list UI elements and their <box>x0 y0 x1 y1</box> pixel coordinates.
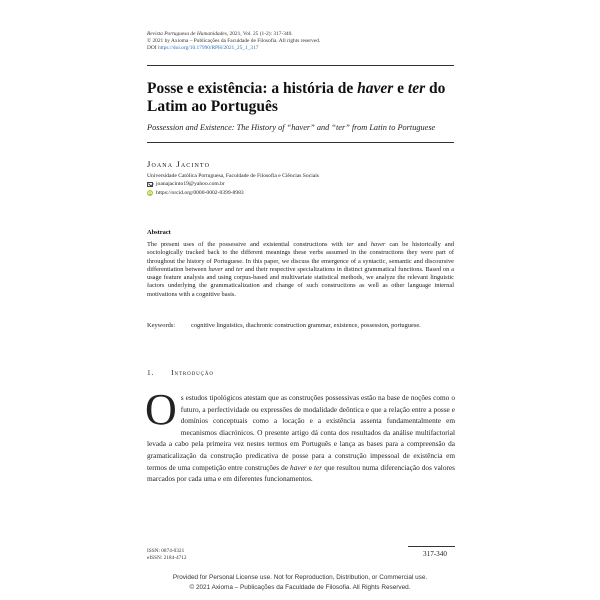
title-part-1: Posse e existência: a história de <box>147 80 358 97</box>
journal-volume: , 2021, Vol. 25 (1-2): 317-340. <box>226 31 293 37</box>
title-part-2: do <box>425 80 446 97</box>
body-t3: que resultou numa diferenciação dos valores marcados por cada uma e em diferentes funcionamentos. <box>147 462 455 484</box>
license-line-2: © 2021 Axioma – Publicações da Faculdade de Filosofia. All Rights Reserved. <box>189 583 411 591</box>
issn: ISSN: 0874-0321 <box>147 548 185 554</box>
body-t1: s estudos tipológicos atestam que as construções possessivas estão na base de noções como o futuro, a perfectividade ou expressões de modalidade deôntica e que a relação entre a posse e domínios conceptuais como a locação e a existência assenta fundamentalmente em mecanismos diacrónicos. O presente artigo dá conta dos resultados da análise multifactorial levada a cabo pela primeira vez nestes termos em Português e lança as bases para a compreensão da gramaticalização da construção predicativa de posse para a construção impessoal de existência em termos de uma competição entre construções de <box>147 393 455 472</box>
abstract-s3: can be historically and sociologically tracked back to the different meanings these verbs assumed in the constructions they were part of throughout the history of Portuguese. In this paper, we discuss the emergence of a syntactic, semantic and discoursive differentiation between <box>147 241 454 273</box>
abstract-s5: and their respective specializations in distinct grammatical functions. Based on a usage feature analysis and using corpus-based and multivariate statistical methods, we analyze the relevant linguistic factors underlying the grammaticalization and change of such constructions as well as other language internal motivations with a cognitive basis. <box>147 265 454 298</box>
keywords-label: Keywords: <box>147 322 176 329</box>
journal-copyright: © 2021 by Axioma – Publicações da Faculdade de Filosofia. All rights reserved. <box>147 38 321 45</box>
license-footer <box>0 573 600 592</box>
envelope-icon <box>147 182 153 186</box>
abstract-s2: and <box>353 241 371 248</box>
author-affiliation-block <box>147 172 319 197</box>
abstract-ter: ter <box>346 241 354 248</box>
section-heading <box>147 368 214 377</box>
abstract-haver-2: haver <box>208 265 224 273</box>
email-row <box>147 180 319 188</box>
pages-rule <box>408 546 455 547</box>
keywords <box>147 322 454 330</box>
title-rule <box>147 142 454 143</box>
orcid-icon: iD <box>148 190 152 195</box>
journal-name: Revista Portuguesa de Humanidades <box>147 31 227 37</box>
section-number: 1. <box>147 368 155 377</box>
title-line-2: Latim ao Português <box>147 98 278 115</box>
affiliation: Universidade Católica Portuguesa, Faculdade de Filosofia e Ciências Sociais <box>147 173 319 179</box>
author-name: Joana Jacinto <box>147 159 211 169</box>
abstract-s1: The present uses of the possessive and existential constructions with <box>147 241 347 248</box>
license-line-1: Provided for Personal License use. Not for Reproduction, Distribution, or Commercial use. <box>172 574 428 581</box>
body-paragraph <box>145 385 455 485</box>
journal-header <box>147 31 320 53</box>
author-orcid[interactable]: https://orcid.org/0000-0002-0399-8983 <box>156 189 244 196</box>
drop-cap: O <box>145 385 177 434</box>
eissn: eISSN: 2184-4712 <box>147 555 187 562</box>
abstract-text <box>147 241 454 299</box>
doi-label: DOI <box>147 45 157 52</box>
abstract-haver: haver <box>370 241 386 248</box>
abstract-s4: and <box>223 265 236 273</box>
author-email[interactable]: joanajacinto19@yahoo.com.br <box>156 181 225 188</box>
title-ter: ter <box>407 80 426 97</box>
body-t2: e <box>306 462 314 472</box>
body-ter: ter <box>313 462 323 472</box>
doi-link[interactable]: https://doi.org/10.17990/RPH/2021_25_1_317 <box>157 45 259 52</box>
section-title: Introdução <box>171 368 214 377</box>
journal-doi <box>147 45 320 52</box>
title-haver: haver <box>357 80 394 97</box>
title-mid: e <box>393 80 408 97</box>
abstract-heading: Abstract <box>147 229 171 236</box>
article-title-english: Possession and Existence: The History of “haver” and “ter” from Latin to Portuguese <box>147 123 436 132</box>
body-haver: haver <box>290 462 307 472</box>
orcid-row <box>147 189 319 197</box>
page-range: 317-340 <box>423 550 447 558</box>
issn-block <box>147 548 187 562</box>
header-rule <box>147 65 454 66</box>
abstract-ter-2: ter <box>235 265 244 273</box>
keywords-value: cognitive linguistics, diachronic construction grammar, existence, possession, portuguese. <box>191 322 421 329</box>
article-title <box>147 80 467 116</box>
